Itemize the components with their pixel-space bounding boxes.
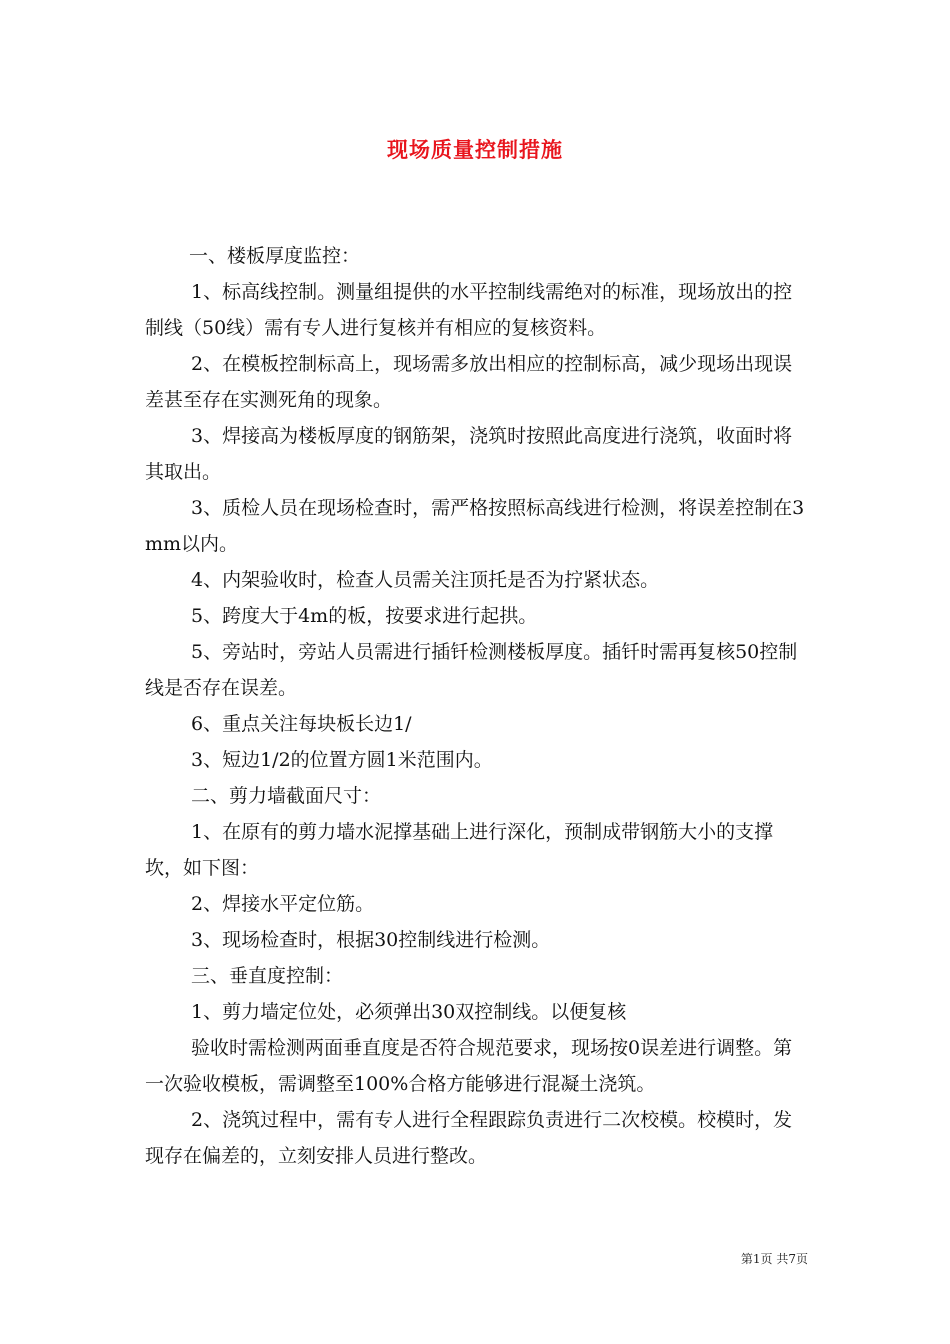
paragraph: 2、在模板控制标高上，现场需多放出相应的控制标高，减少现场出现误差甚至存在实测死角的现象。 bbox=[145, 353, 793, 411]
section-heading: 三、垂直度控制： bbox=[191, 965, 344, 987]
paragraph: 4、内架验收时，检查人员需关注顶托是否为拧紧状态。 bbox=[191, 569, 660, 591]
paragraph: 5、旁站时，旁站人员需进行插钎检测楼板厚度。插钎时需再复核50控制线是否存在误差。 bbox=[145, 641, 798, 699]
paragraph: 5、跨度大于4m的板，按要求进行起拱。 bbox=[191, 605, 538, 627]
paragraph: 1、在原有的剪力墙水泥撑基础上进行深化，预制成带钢筋大小的支撑坎，如下图： bbox=[145, 821, 774, 879]
section-heading: 二、剪力墙截面尺寸： bbox=[191, 785, 382, 807]
paragraph: 2、焊接水平定位筋。 bbox=[191, 893, 375, 915]
paragraph: 3、质检人员在现场检查时，需严格按照标高线进行检测，将误差控制在3mm以内。 bbox=[145, 497, 805, 555]
paragraph: 验收时需检测两面垂直度是否符合规范要求，现场按0误差进行调整。第一次验收模板，需调整至100%合格方能够进行混凝土浇筑。 bbox=[145, 1037, 793, 1095]
paragraph: 3、焊接高为楼板厚度的钢筋架，浇筑时按照此高度进行浇筑，收面时将其取出。 bbox=[145, 425, 793, 483]
paragraph: 1、标高线控制。测量组提供的水平控制线需绝对的标准，现场放出的控制线（50线）需有专人进行复核并有相应的复核资料。 bbox=[145, 281, 793, 339]
paragraph: 6、重点关注每块板长边1/ bbox=[191, 713, 412, 735]
section-heading: 一、楼板厚度监控： bbox=[189, 245, 361, 267]
paragraph: 3、短边1/2的位置方圆1米范围内。 bbox=[191, 749, 493, 771]
document-body bbox=[145, 238, 810, 1174]
page-number: 第1页 共7页 bbox=[740, 1252, 808, 1266]
paragraph: 1、剪力墙定位处，必须弹出30双控制线。以便复核 bbox=[191, 1001, 627, 1023]
paragraph: 2、浇筑过程中，需有专人进行全程跟踪负责进行二次校模。校模时，发现存在偏差的，立刻安排人员进行整改。 bbox=[145, 1109, 793, 1167]
paragraph: 3、现场检查时，根据30控制线进行检测。 bbox=[191, 929, 551, 951]
document-title: 现场质量控制措施 bbox=[387, 137, 563, 162]
